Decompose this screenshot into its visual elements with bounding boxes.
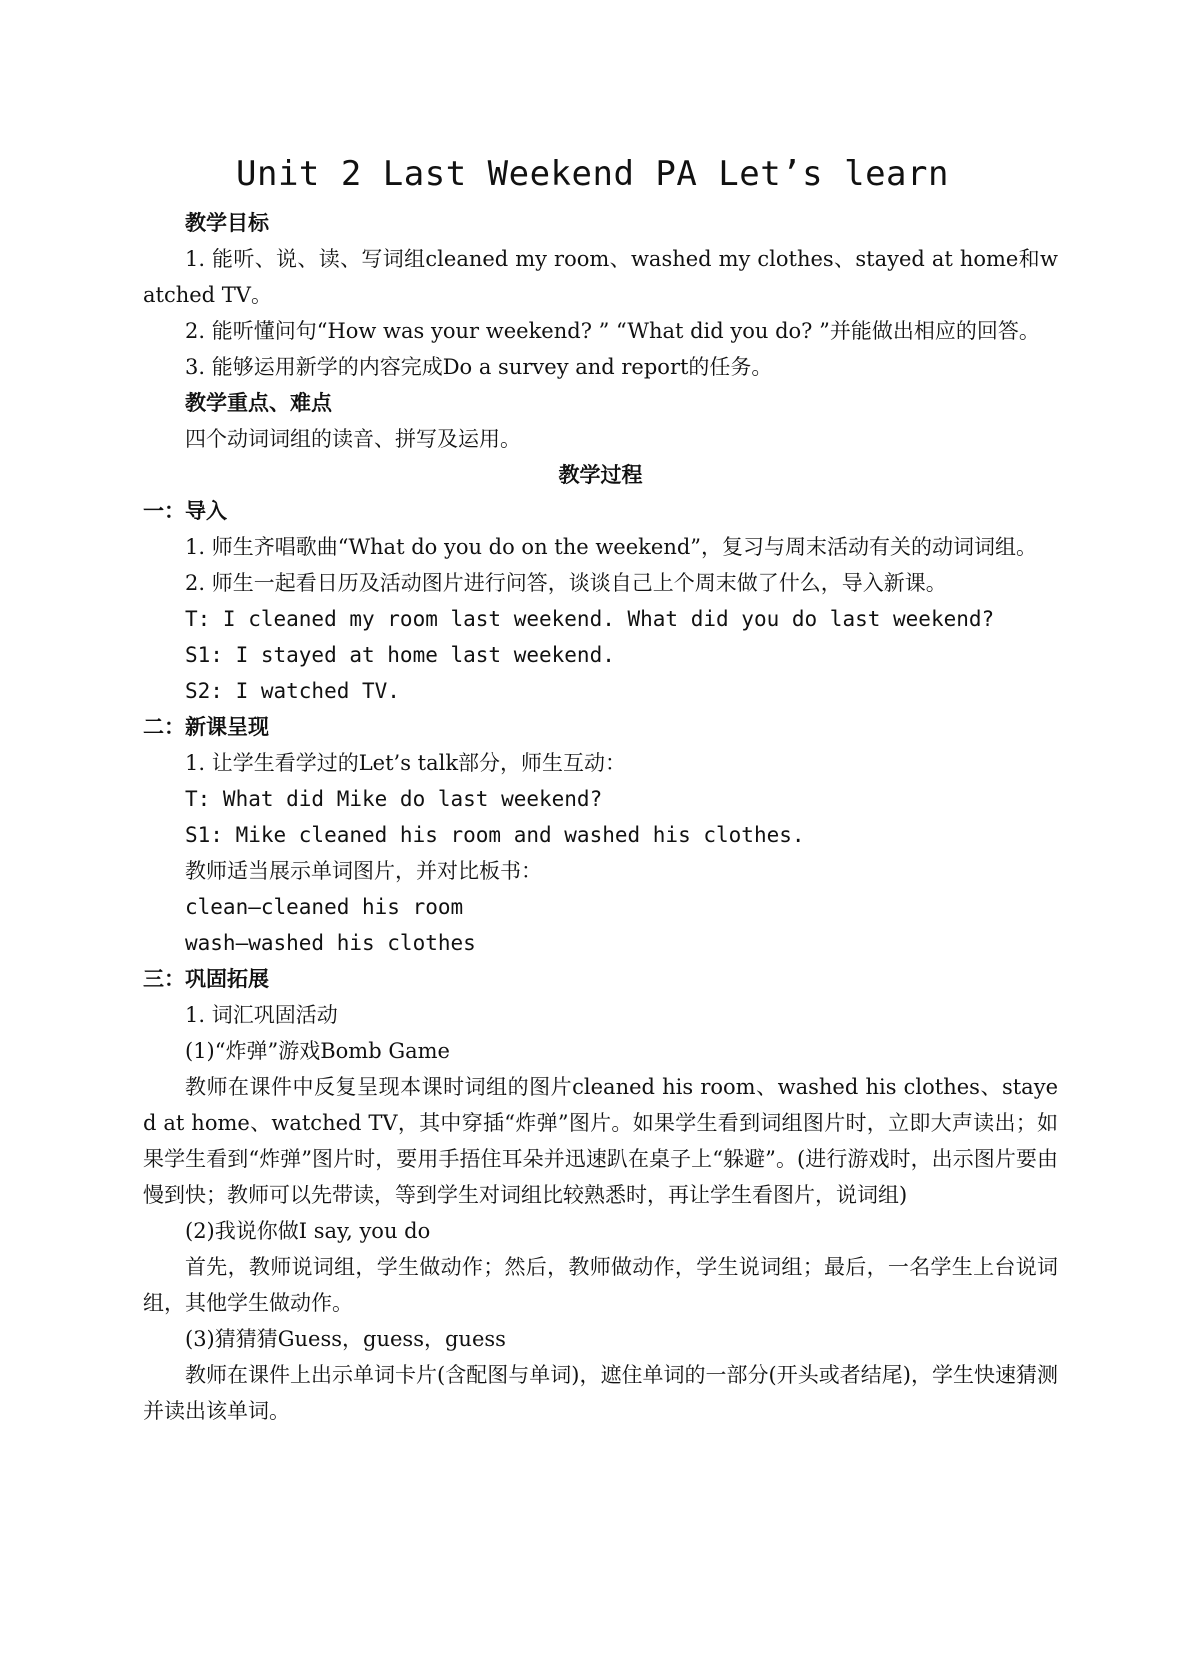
objectives-heading: 教学目标 xyxy=(185,211,269,235)
dialogue-line: T: What did Mike do last weekend? xyxy=(185,787,603,811)
dialogue-line: S1: Mike cleaned his room and washed his clothes. xyxy=(185,823,805,847)
objective-2: 2. 能听懂问句“How was your weekend? ” “What did you do? ”并能做出相应的回答。 xyxy=(185,319,1040,343)
document-body xyxy=(143,205,1058,1429)
process-heading: 教学过程 xyxy=(558,463,643,487)
part1-item-1: 1. 师生齐唱歌曲“What do you do on the weekend”，复习与周末活动有关的动词词组。 xyxy=(185,535,1038,559)
part3-heading: 三：巩固拓展 xyxy=(143,967,269,991)
objective-1: 1. 能听、说、读、写词组cleaned my room、washed my clothes、stayed at home和watched TV。 xyxy=(143,247,1058,307)
part2-heading: 二：新课呈现 xyxy=(143,715,269,739)
dialogue-line: T: I cleaned my room last weekend. What did you do last weekend? xyxy=(185,607,995,631)
part3-activity-text: 首先，教师说词组，学生做动作；然后，教师做动作，学生说词组；最后，一名学生上台说词组，其他学生做动作。 xyxy=(143,1255,1058,1315)
dialogue-line: S2: I watched TV. xyxy=(185,679,400,703)
dialogue-line: S1: I stayed at home last weekend. xyxy=(185,643,615,667)
board-line: clean—cleaned his room xyxy=(185,895,464,919)
part1-heading: 一：导入 xyxy=(143,499,227,523)
key-points-heading: 教学重点、难点 xyxy=(185,391,332,415)
part3-activity-text: 教师在课件中反复呈现本课时词组的图片cleaned his room、washed his clothes、stayed at home、watched TV，其中穿插“炸弹”图片。如果学生看到词组图片时，立即大声读出；如果学生看到“炸弹”图片时，要用手捂住耳朵并迅速趴在桌子上“躲避”。(进行游戏时，出示图片要由慢到快；教师可以先带读，等到学生对词组比较熟悉时，再让学生看图片，说词组) xyxy=(143,1075,1058,1207)
document-title: Unit 2 Last Weekend PA Let’s learn xyxy=(236,154,949,194)
part3-item-1: 1. 词汇巩固活动 xyxy=(185,1003,338,1027)
objective-3: 3. 能够运用新学的内容完成Do a survey and report的任务。 xyxy=(185,355,773,379)
part2-item-1: 1. 让学生看学过的Let’s talk部分，师生互动： xyxy=(185,751,627,775)
part3-activity-text: 教师在课件上出示单词卡片(含配图与单词)，遮住单词的一部分(开头或者结尾)，学生快速猜测并读出该单词。 xyxy=(143,1363,1058,1423)
part3-activity-title: (1)“炸弹”游戏Bomb Game xyxy=(185,1039,450,1063)
key-points-text: 四个动词词组的读音、拼写及运用。 xyxy=(185,427,521,451)
board-line: wash—washed his clothes xyxy=(185,931,476,955)
part1-item-2: 2. 师生一起看日历及活动图片进行问答，谈谈自己上个周末做了什么，导入新课。 xyxy=(185,571,947,595)
part3-activity-title: (2)我说你做I say, you do xyxy=(185,1219,431,1243)
part3-activity-title: (3)猜猜猜Guess，guess，guess xyxy=(185,1327,506,1351)
part2-item-board: 教师适当展示单词图片，并对比板书： xyxy=(185,859,542,883)
